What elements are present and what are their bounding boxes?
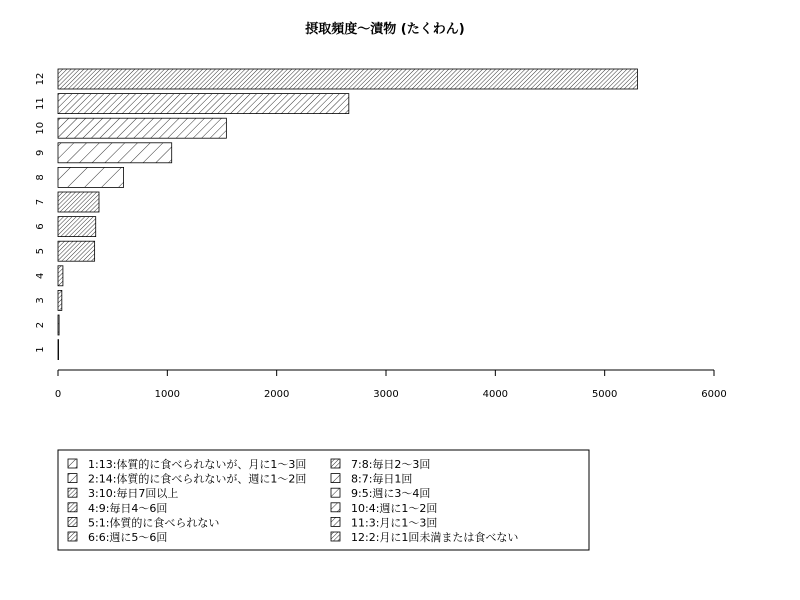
legend-swatch (331, 517, 340, 526)
y-tick-label: 4 (35, 272, 46, 279)
legend-label: 10:4:週に1〜2回 (351, 501, 438, 515)
y-tick-label: 2 (35, 321, 46, 329)
bar-1 (58, 340, 59, 360)
legend-label: 11:3:月に1〜3回 (351, 516, 438, 530)
legend (68, 457, 518, 544)
y-tick-label: 10 (35, 121, 46, 135)
legend-swatch (331, 459, 340, 468)
y-tick-label: 12 (35, 72, 46, 86)
x-tick-label: 4000 (482, 389, 509, 400)
bar-12 (58, 69, 637, 89)
legend-swatch (331, 503, 340, 512)
legend-label: 6:6:週に5〜6回 (88, 531, 168, 544)
legend-label: 3:10:毎日7回以上 (88, 487, 179, 501)
legend-swatch (68, 474, 77, 483)
bar-5 (58, 241, 95, 261)
bar-10 (58, 118, 226, 138)
bar-9 (58, 143, 172, 163)
legend-label: 9:5:週に3〜4回 (351, 487, 431, 501)
y-tick-label: 5 (35, 248, 47, 255)
legend-swatch (331, 532, 340, 541)
bars-group (58, 69, 637, 360)
x-tick-label: 3000 (373, 389, 399, 400)
x-tick-label: 1000 (154, 389, 181, 400)
bar-6 (58, 217, 96, 237)
bar-2 (58, 315, 59, 335)
legend-label: 1:13:体質的に食べられないが、月に1〜3回 (88, 458, 307, 471)
y-tick-label: 6 (35, 223, 46, 230)
bar-4 (58, 266, 63, 286)
legend-label: 8:7:毎日1回 (351, 472, 413, 486)
legend-label: 2:14:体質的に食べられないが、週に1〜2回 (88, 472, 307, 486)
x-tick-label: 0 (54, 389, 62, 400)
legend-label: 5:1:体質的に食べられない (88, 516, 220, 530)
legend-swatch (68, 459, 77, 468)
bar-3 (58, 290, 62, 310)
x-tick-label: 2000 (263, 389, 290, 400)
legend-swatch (68, 532, 77, 541)
y-tick-labels (35, 73, 46, 353)
x-axis (55, 370, 727, 400)
chart-title: 摂取頻度〜漬物 (たくわん) (305, 22, 465, 37)
legend-swatch (68, 503, 77, 512)
legend-swatch (68, 488, 77, 497)
legend-swatch (331, 474, 340, 483)
legend-swatch (68, 517, 77, 526)
y-tick-label: 3 (35, 297, 46, 304)
y-tick-label: 11 (35, 97, 46, 110)
y-tick-label: 7 (35, 198, 46, 206)
y-tick-label: 8 (35, 174, 46, 181)
x-tick-label: 6000 (701, 389, 727, 400)
legend-label: 4:9:毎日4〜6回 (88, 501, 168, 515)
bar-7 (58, 192, 99, 212)
legend-swatch (331, 488, 340, 497)
x-tick-label: 5000 (591, 389, 618, 400)
y-tick-label: 9 (35, 149, 46, 156)
legend-label: 12:2:月に1回未満または食べない (351, 531, 519, 544)
bar-8 (58, 167, 124, 187)
y-tick-label: 1 (35, 346, 46, 353)
legend-label: 7:8:毎日2〜3回 (351, 458, 431, 471)
bar-11 (58, 94, 349, 114)
